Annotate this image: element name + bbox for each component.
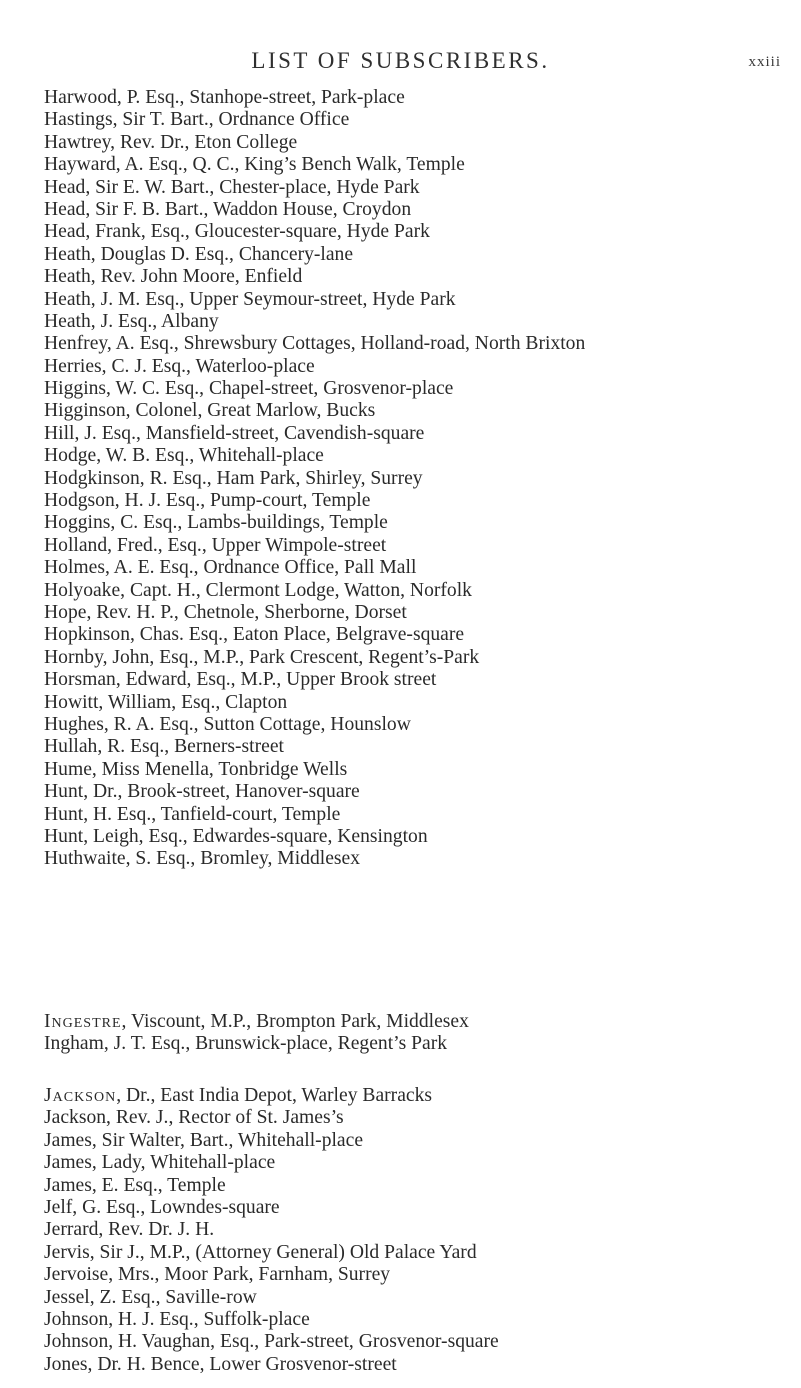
list-item: Hughes, R. A. Esq., Sutton Cottage, Hounslow xyxy=(44,713,411,735)
list-item: Higgins, W. C. Esq., Chapel-street, Grosvenor-place xyxy=(44,378,454,400)
list-item: Heath, Rev. John Moore, Enfield xyxy=(44,266,303,288)
list-item: Jelf, G. Esq., Lowndes-square xyxy=(44,1196,280,1218)
list-item: Hoggins, C. Esq., Lambs-buildings, Temple xyxy=(44,512,388,534)
list-item: Hullah, R. Esq., Berners-street xyxy=(44,736,284,758)
subscriber-list-h xyxy=(44,87,794,871)
list-item: Hodge, W. B. Esq., Whitehall-place xyxy=(44,445,324,467)
list-item: Henfrey, A. Esq., Shrewsbury Cottages, Holland-road, North Brixton xyxy=(44,333,586,355)
list-item: Heath, J. Esq., Albany xyxy=(44,310,219,332)
list-item: Holmes, A. E. Esq., Ordnance Office, Pall Mall xyxy=(44,557,417,579)
list-item: Hunt, Leigh, Esq., Edwardes-square, Kensington xyxy=(44,825,428,847)
list-item: Hope, Rev. H. P., Chetnole, Sherborne, Dorset xyxy=(44,601,407,623)
list-item: Jerrard, Rev. Dr. J. H. xyxy=(44,1219,215,1241)
list-item: Hodgkinson, R. Esq., Ham Park, Shirley, Surrey xyxy=(44,467,423,489)
list-item: James, E. Esq., Temple xyxy=(44,1174,226,1196)
surname-small-caps: Jackson xyxy=(44,1085,117,1106)
entry-rest: , Viscount, M.P., Brompton Park, Middlesex xyxy=(121,1011,469,1032)
list-item: Hill, J. Esq., Mansfield-street, Cavendish-square xyxy=(44,422,425,444)
list-item: Horsman, Edward, Esq., M.P., Upper Brook street xyxy=(44,669,437,691)
list-item: Ingham, J. T. Esq., Brunswick-place, Regent’s Park xyxy=(44,1033,448,1055)
page-title: LIST OF SUBSCRIBERS. xyxy=(251,48,550,73)
list-item: Head, Frank, Esq., Gloucester-square, Hyde Park xyxy=(44,221,430,243)
list-item: Hayward, A. Esq., Q. C., King’s Bench Walk, Temple xyxy=(44,154,465,176)
list-item: Jervoise, Mrs., Moor Park, Farnham, Surrey xyxy=(44,1264,391,1286)
surname-small-caps: Ingestre xyxy=(44,1011,122,1032)
list-item: Higginson, Colonel, Great Marlow, Bucks xyxy=(44,400,376,422)
list-item: Harwood, P. Esq., Stanhope-street, Park-place xyxy=(44,87,405,108)
subscriber-list-i xyxy=(44,1011,794,1056)
page-number: xxiii xyxy=(748,54,781,70)
list-item: Hawtrey, Rev. Dr., Eton College xyxy=(44,131,298,153)
list-item: Holyoake, Capt. H., Clermont Lodge, Watton, Norfolk xyxy=(44,579,472,601)
list-item: Jessel, Z. Esq., Saville-row xyxy=(44,1286,257,1308)
list-item: Hume, Miss Menella, Tonbridge Wells xyxy=(44,758,348,780)
list-item: Heath, Douglas D. Esq., Chancery-lane xyxy=(44,243,354,265)
list-item: Head, Sir E. W. Bart., Chester-place, Hyde Park xyxy=(44,176,420,198)
list-item: Herries, C. J. Esq., Waterloo-place xyxy=(44,355,315,377)
list-item: James, Sir Walter, Bart., Whitehall-place xyxy=(44,1129,364,1151)
list-item: Hastings, Sir T. Bart., Ordnance Office xyxy=(44,109,350,131)
list-item: Hopkinson, Chas. Esq., Eaton Place, Belgrave-square xyxy=(44,624,465,646)
list-item: Huthwaite, S. Esq., Bromley, Middlesex xyxy=(44,848,361,870)
list-item: Jackson, Rev. J., Rector of St. James’s xyxy=(44,1107,344,1129)
list-item: Heath, J. M. Esq., Upper Seymour-street, Hyde Park xyxy=(44,288,456,310)
subscriber-list-j xyxy=(44,1085,794,1376)
list-item: Johnson, H. J. Esq., Suffolk-place xyxy=(44,1308,310,1330)
entry-rest: , Dr., East India Depot, Warley Barracks xyxy=(116,1085,433,1106)
list-item: Jervis, Sir J., M.P., (Attorney General) Old Palace Yard xyxy=(44,1241,477,1263)
list-item: Hodgson, H. J. Esq., Pump-court, Temple xyxy=(44,490,371,512)
list-item: Head, Sir F. B. Bart., Waddon House, Croydon xyxy=(44,198,412,220)
list-item xyxy=(44,1011,794,1033)
list-item: Hunt, Dr., Brook-street, Hanover-square xyxy=(44,781,360,803)
list-item: Hornby, John, Esq., M.P., Park Crescent, Regent’s-Park xyxy=(44,646,480,668)
list-item: Johnson, H. Vaughan, Esq., Park-street, Grosvenor-square xyxy=(44,1331,499,1353)
list-item: Holland, Fred., Esq., Upper Wimpole-street xyxy=(44,534,387,556)
list-item: Howitt, William, Esq., Clapton xyxy=(44,691,288,713)
list-item: James, Lady, Whitehall-place xyxy=(44,1152,276,1174)
list-item: Jones, Dr. H. Bence, Lower Grosvenor-street xyxy=(44,1353,397,1375)
list-item: Hunt, H. Esq., Tanfield-court, Temple xyxy=(44,803,341,825)
list-item xyxy=(44,1085,794,1107)
